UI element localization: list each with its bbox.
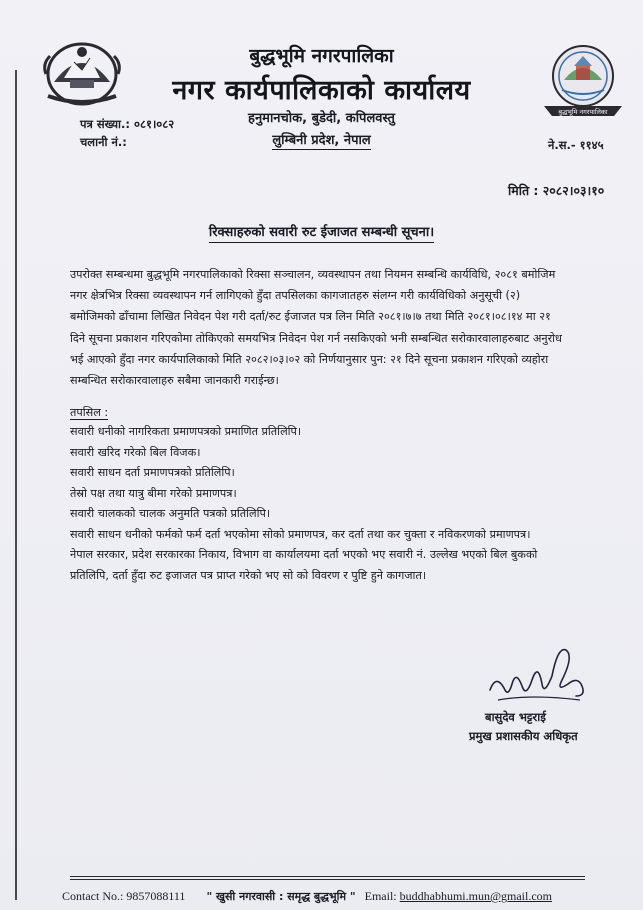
body-line: भई आएको हुँदा नगर कार्यपालिकाको मिति २०८२।०३।०२ को निर्णयानुसार पुन: २१ दिने सूचना प्रकाशन गरिएको व्यहोरा [70,352,549,366]
province-text: लुम्बिनी प्रदेश, नेपाल [272,133,371,148]
left-margin-rule [15,70,17,900]
subject-text: रिक्साहरुको सवारी रुट ईजाजत सम्बन्धी सूचना। [209,225,434,243]
signatory-title: प्रमुख प्रशासकीय अधिकृत [469,729,578,743]
body-paragraph [70,264,610,391]
letter-number: पत्र संख्या.: ०८१।०८२ [80,117,175,131]
logo-caption: बुद्धभूमि नगरपालिका [558,108,608,116]
list-item: सवारी साधन धनीको फर्मको फर्म दर्ता भएकोमा सोको प्रमाणपत्र, कर दर्ता तथा कर चुक्ता र नविकरणको प्रमाणपत्र। [70,527,531,541]
list-item: सवारी चालकको चालक अनुमति पत्रको प्रतिलिपि। [70,507,271,520]
signature-icon [482,640,592,718]
body-line: दिने सूचना प्रकाशन गरिएकोमा तोकिएको समयभित्र निवेदन पेश गर्न नसकिएको भनी सम्बन्धित सरोकारवालाहरुबाट अनुरोध [70,331,562,345]
nepal-sambat: ने.स.- ११४५ [548,138,604,152]
list-item: सवारी साधन दर्ता प्रमाणपत्रको प्रतिलिपि। [70,466,235,479]
details-list [70,422,615,586]
footer [62,889,642,904]
body-line: सम्बन्धित सरोकारवालाहरु सबैमा जानकारी गराईन्छ। [70,374,279,388]
body-line: उपरोक्त सम्बन्धमा बुद्धभूमि नगरपालिकाको रिक्सा सञ्चालन, व्यवस्थापन तथा नियमन सम्बन्धि कार्यविधि, २०८१ बमोजिम [70,268,556,281]
list-item: नेपाल सरकार, प्रदेश सरकारका निकाय, विभाग वा कार्यालयमा दर्ता भएको भए सवारी नं. उल्लेख भएको बिल बुकको [70,548,538,561]
signatory-name: बासुदेव भट्टराई [485,710,546,724]
details-heading-text: तपसिल : [70,406,109,419]
office-address: हनुमानचोक, बुडेदी, कपिलवस्तु [248,111,395,126]
footer-divider [70,879,585,880]
email-link[interactable]: buddhabhumi.mun@gmail.com [399,889,553,903]
letter-date: मिति : २०८२।०३।१० [508,183,605,198]
list-item: सवारी धनीको नागरिकता प्रमाणपत्रको प्रमाणित प्रतिलिपि। [70,425,302,438]
list-item: तेस्रो पक्ष तथा यात्रु बीमा गरेको प्रमाणपत्र। [70,486,237,500]
body-line: बमोजिमको ढाँचामा लिखित निवेदन पेश गरी दर्ता/रुट ईजाजत पत्र लिन मिति २०८१।७।७ तथा मिति २०८१।०८।१४ मा २१ [70,310,551,324]
office-name: नगर कार्यपालिकाको कार्यालय [172,75,471,106]
list-item: सवारी खरिद गरेको बिल विजक। [70,445,201,459]
slogan: " खुसी नगरवासी : समृद्ध बुद्धभूमि " [206,890,356,903]
details-heading [70,405,108,420]
dispatch-number: चलानी नं.: [80,135,127,149]
email-label: Email: [364,889,397,903]
municipality-name: बुद्धभूमि नगरपालिका [249,45,394,67]
subject-heading [0,222,643,240]
body-line: नगर क्षेत्रभित्र रिक्सा व्यवस्थापन गर्न लागिएको हुँदा तपसिलका कागजातहरु संलग्न गरी कार्यविधिको अनुसूची (२) [70,289,521,303]
contact-number: Contact No.: 9857088111 [62,889,186,903]
list-item: प्रतिलिपि, दर्ता हुँदा रुट इजाजत पत्र प्राप्त गरेको भए सो को विवरण र पुष्टि हुने कागजात। [70,568,427,582]
footer-divider [70,876,585,877]
